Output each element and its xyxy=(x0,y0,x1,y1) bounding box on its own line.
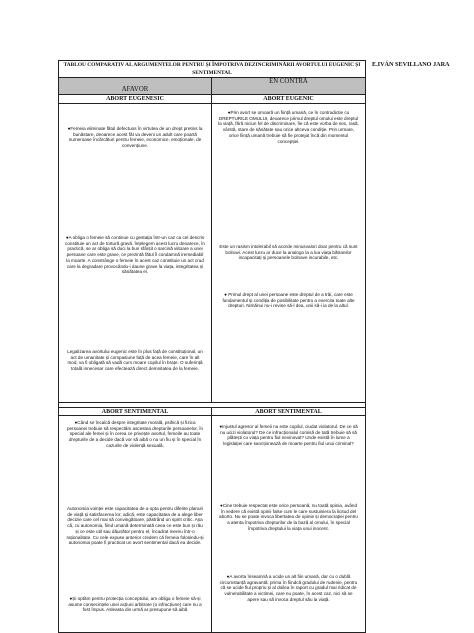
section2-left-para-3: ●Și optăm pentru protecția conceptului, am obliga o femeie să-și asume consecințele unei acțiuni arbitrare (o infracțiune) care nu a fost împus. Asleasta din urmă ar presupune să aibă xyxy=(68,596,202,613)
section2-right-column xyxy=(212,416,365,633)
section1-right-para-3: ● Primul drept al unei persoane este dreptul de a trăi, care este fundamentul și condiția de posibilitate pentru a exercita toate alte drepturi. Nimănui nu-i revine să-l dea, unii să-i ia de la altul. xyxy=(222,292,355,309)
section2-left-column xyxy=(59,416,212,633)
section2-right-para-3: ●A avorta înseamnă a ucide un alt fiin umană, dar cu o dublă circumstanță agravantă: prima în fiindcă gradului de rudenie, pentru că se ucide fiul propriu și al doilea în raport cu gradul mai ridicat de vulnerabilitate a victimei, care nu poate, în acest caz, nici să se apere sau să invoca dreptul său la viață. xyxy=(219,574,358,602)
section1-right-para-2: Este un rasism intolerabil să acorde minusvalori doar pentru că sunt bolnavi. Acest lucru ar duce la analogo la a lua viața bătranilor incapacitați și persoanele bolnave incurabile, etc. xyxy=(219,244,358,261)
section1-left-title: ABORT EUGENESIC xyxy=(59,95,212,104)
section1-left-para-1: ●Femeia eliminate fătul defectuos în virtutea de un drept pretins la bunăstare, deoarece acest făt va deveni un adult care poartă numeroase încărcături pentru femeie, economice, emoționale, de convențiune. xyxy=(67,126,203,149)
section2-right-para-2: ●Cine trebuie respectat este orice persoană, nu toată opinia, având în vedere că există opinii false cum le care sustuiniera la licitud del aborto. Nu se poate invoca libertatea de opinie și democrației pentru a atenta împotriva drepturilor de la bază al omului, în special împotriva dreptului la viața unui inocent. xyxy=(219,503,358,531)
section2-right-title: ABORT SENTIMENTAL xyxy=(212,407,365,416)
table-title: TABLOU COMPARATIV AL ARGUMENTELOR PENTRU ȘI ÎMPOTRIVA DEZINCRIMINĂRII AVORTULUI EUGENIC ȘI SENTIMENTAL xyxy=(59,61,365,78)
comparison-table xyxy=(58,60,366,633)
section2-left-title: ABORT SENTIMENTAL xyxy=(59,407,212,416)
section2-left-para-1: ●Când se încalcă despre integritate morală, psihică și fizica persoanei trebuie să respectăm ascestea drepturile persoanelor, în special ale femei și în cerea ce privește avortul, femeile au toate drepturile de a decide dacă vor să aibă o nu un fiu și în special în cazurile de violență sexuală. xyxy=(66,420,204,448)
section2-left-para-2: Autonomia voinței este capacitatea de a opta pentru diferite planuri de viață și satisfacerea lor; adică, este capacitatea de a alege liber decizie care cel mai să convingătoare, păstrând un spirit critic. Așa că, cu autonomia, fiind umană determinată ceea ce este bun și rău și ce este util sau dăunător pentru el, încadrat mereu într-o raționalitate. Cu cele expuse anterior credem că femeia folosindu-și autonomia poate fi practicat un avort sentimental dacă ea decide. xyxy=(66,506,204,546)
header-against: EN CONTRA xyxy=(212,78,365,95)
author-name: E.IVÁN SEVILLANO JARA xyxy=(372,61,450,68)
section2-right-para-1: ●Injustul agresor al femeii nu este copilul, ciudat violatorul. De ce să nu ucizi violatorul? De ce infracționalul comisă de tată trebuie să să plătești cu viața pentru fiul nevinovat? Unde există în lume a legislației care sancționează de moarte pentru fiul unui criminal? xyxy=(219,424,358,447)
header-in-favor: AFAVOR xyxy=(59,78,212,95)
section1-left-column xyxy=(59,104,212,402)
section1-left-para-2: ●A obliga o femeie să continue cu gestația într-un caz ca cel descris constituie un act de tortură gravă. Înțelegem acest lucru deoarece, în practică, se ar obliga să duci la bun sfârșit o sarcină viitoare a unei persoane care este grave, ce prezintă fătul îl condamnă iremediabil la moarte. A constrânge o femeie în acest caz constituie un act crud care la degradare provocându-i daune grave la viața, integritatea și sănătatea ei. xyxy=(65,235,205,275)
section1-right-title: ABORT EUGENIC xyxy=(212,95,365,104)
section-divider xyxy=(59,402,365,403)
section1-right-column xyxy=(212,104,365,402)
section1-left-para-3: Legalizarea avortului eugenic este în plus față de constituțional, un act de umanitate și compasiune față de acea femeie, care în alt mod, va fi obligată să vadă cum moare copilul în brațe. O suferință totală innecesar care efectează direct demnitatea de la femeie. xyxy=(67,349,203,372)
section1-right-para-1: ●Prin avort se omoară un ființă umană, ce în contradictie cu DREPTURILE OMULUI, deoarece primul dreptul omului este dreptul la viață, fără niciun fel de discriminare, fie că este vorba de sex, rasă, vârstă, stare de sănătate sau orice altceva condiție. Prin urmare, orice ființă umană trebuie să fie protejat încă din momentul concepției. xyxy=(218,110,359,144)
